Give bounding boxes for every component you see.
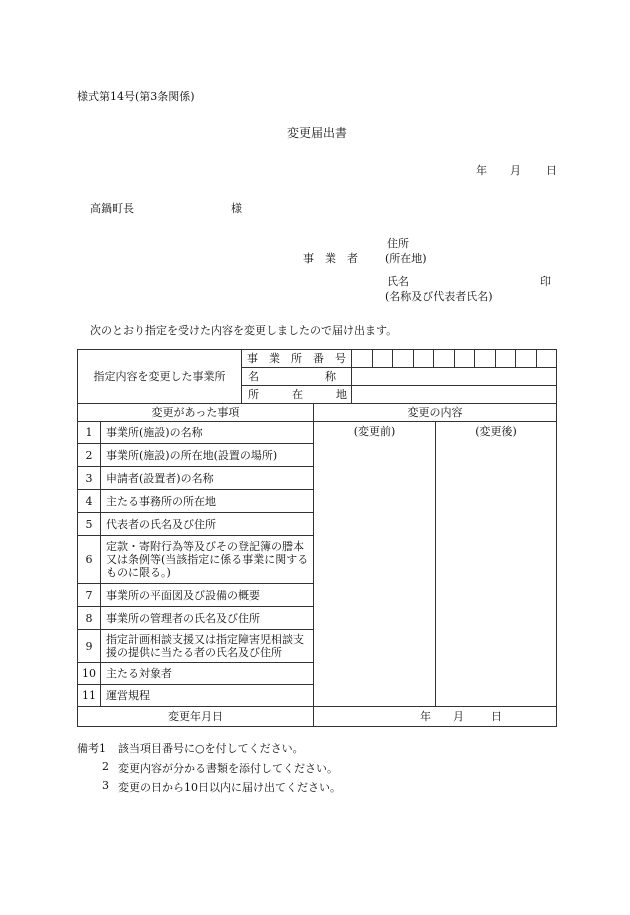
note-2-prefix: 2 <box>102 760 109 773</box>
date-month: 月 <box>510 164 521 177</box>
item-number: 10 <box>78 663 101 685</box>
note-1-text: 該当項目番号に○を付してください。 <box>118 742 304 755</box>
address-sub-label: (所在地) <box>385 252 427 265</box>
date-day: 日 <box>546 164 557 177</box>
name-sub-label: (名称及び代表者氏名) <box>385 290 493 303</box>
item-text: 定款・寄附行為等及びその登記簿の謄本又は条例等(当該指定に係る事業に関するものに限る。) <box>101 536 314 584</box>
before-label: (変更前) <box>353 425 396 438</box>
intro-text: 次のとおり指定を受けた内容を変更しましたので届け出ます。 <box>90 324 398 337</box>
change-date-value[interactable] <box>314 707 557 727</box>
change-date-label: 変更年月日 <box>78 707 314 727</box>
item-text: 事業所(施設)の所在地(設置の場所) <box>101 444 314 467</box>
item-text: 事業所の管理者の氏名及び住所 <box>101 607 314 630</box>
addressee-honorific: 様 <box>231 202 242 215</box>
change-date-day: 日 <box>491 710 502 723</box>
note-3-text: 変更の日から10日以内に届け出てください。 <box>118 781 341 794</box>
col-item-header: 変更があった事項 <box>78 404 314 422</box>
item-number: 2 <box>78 444 101 467</box>
item-number: 6 <box>78 536 101 584</box>
form-number: 様式第14号(第3条関係) <box>77 90 195 103</box>
office-header: 指定内容を変更した事業所 <box>78 350 242 404</box>
applicant-label: 事 業 者 <box>303 252 358 265</box>
change-date-year: 年 <box>420 710 431 723</box>
item-number: 11 <box>78 685 101 707</box>
item-number: 3 <box>78 467 101 490</box>
item-text: 代表者の氏名及び住所 <box>101 513 314 536</box>
office-number-boxes <box>352 350 557 368</box>
change-date-month: 月 <box>453 710 464 723</box>
seal-mark: 印 <box>540 275 551 288</box>
item-text: 申請者(設置者)の名称 <box>101 467 314 490</box>
note-1-prefix: 備考1 <box>77 742 106 755</box>
after-column <box>436 422 557 707</box>
item-text: 指定計画相談支援又は指定障害児相談支援の提供に当たる者の氏名及び住所 <box>101 630 314 663</box>
change-table <box>77 349 557 727</box>
office-number-label: 事 業 所 番 号 <box>242 350 352 368</box>
address-label: 住所 <box>387 237 409 250</box>
col-content-header: 変更の内容 <box>314 404 557 422</box>
item-number: 8 <box>78 607 101 630</box>
item-number: 1 <box>78 422 101 444</box>
location-field-label: 所 在 地 <box>242 386 352 404</box>
note-3-prefix: 3 <box>102 779 109 792</box>
item-number: 7 <box>78 584 101 607</box>
item-text: 運営規程 <box>101 685 314 707</box>
document-title: 変更届出書 <box>287 126 348 140</box>
note-2-text: 変更内容が分かる書類を添付してください。 <box>118 762 338 775</box>
item-text: 主たる事務所の所在地 <box>101 490 314 513</box>
before-column <box>314 422 436 707</box>
item-number: 5 <box>78 513 101 536</box>
name-field-value[interactable] <box>352 368 557 386</box>
name-field-label: 名 称 <box>242 368 352 386</box>
after-label: (変更後) <box>475 425 517 438</box>
date-year: 年 <box>476 164 487 177</box>
location-field-value[interactable] <box>352 386 557 404</box>
item-text: 主たる対象者 <box>101 663 314 685</box>
item-text: 事業所の平面図及び設備の概要 <box>101 584 314 607</box>
item-number: 4 <box>78 490 101 513</box>
name-label: 氏名 <box>387 275 409 288</box>
item-text: 事業所(施設)の名称 <box>101 422 314 444</box>
item-number: 9 <box>78 630 101 663</box>
addressee-name: 高鍋町長 <box>90 202 134 215</box>
